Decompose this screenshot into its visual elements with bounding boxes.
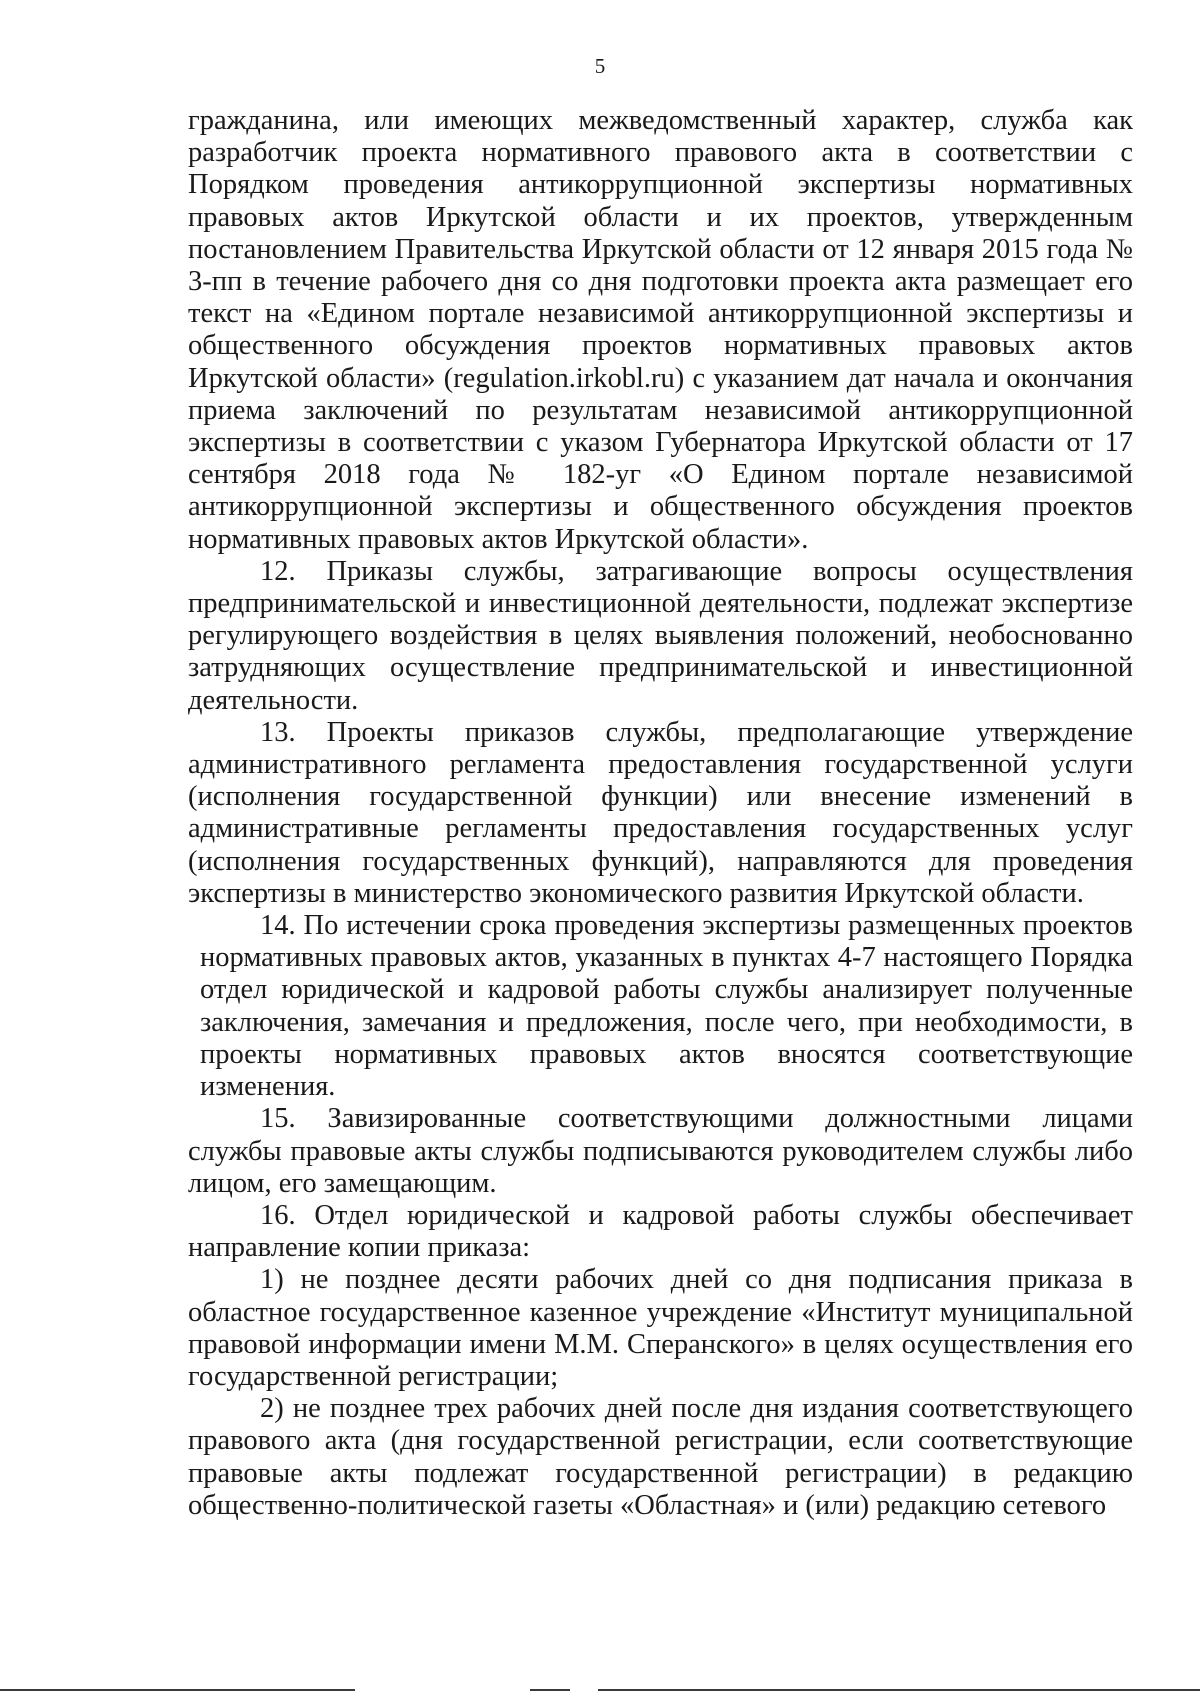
paragraph-14: 14. По истечении срока проведения экспертизы размещенных проектов нормативных правовых актов, указанных в пунктах 4-7 настоящего Порядка отдел юридической и кадровой работы службы анализирует полученные заключения, замечания и предложения, после чего, при необходимости, в проекты нормативных правовых актов вносятся соответствующие изменения. xyxy=(200,910,1133,1103)
paragraph-13: 13. Проекты приказов службы, предполагающие утверждение административного регламента предоставления государственной услуги (исполнения государственной функции) или внесение изменений в административные регламенты предоставления государственных услуг (исполнения государственных функций), направляются для проведения экспертизы в министерство экономического развития Иркутской области. xyxy=(188,716,1133,909)
paragraph-16: 16. Отдел юридической и кадровой работы службы обеспечивает направление копии приказа: xyxy=(188,1199,1133,1264)
subitem-1: 1) не позднее десяти рабочих дней со дня подписания приказа в областное государственное казенное учреждение «Институт муниципальной правовой информации имени М.М. Сперанского» в целях осуществления его государственной регистрации; xyxy=(188,1264,1133,1392)
paragraph-15: 15. Завизированные соответствующими должностными лицами службы правовые акты службы подписываются руководителем службы либо лицом, его замещающим. xyxy=(188,1103,1133,1199)
bottom-edge-line xyxy=(598,1689,1200,1691)
bottom-edge-line xyxy=(530,1689,570,1691)
paragraph-12: 12. Приказы службы, затрагивающие вопросы осуществления предпринимательской и инвестиционной деятельности, подлежат экспертизе регулирующего воздействия в целях выявления положений, необоснованно затрудняющих осуществление предпринимательской и инвестиционной деятельности. xyxy=(188,555,1133,716)
bottom-edge-line xyxy=(0,1689,355,1691)
page-number: 5 xyxy=(594,54,606,78)
subitem-2: 2) не позднее трех рабочих дней после дня издания соответствующего правового акта (дня государственной регистрации, если соответствующие правовые акты подлежат государственной регистрации) в редакцию общественно-политической газеты «Областная» и (или) редакцию сетевого xyxy=(188,1393,1133,1521)
document-body xyxy=(188,105,1133,1522)
paragraph-continuation: гражданина, или имеющих межведомственный характер, служба как разработчик проекта нормативного правового акта в соответствии с Порядком проведения антикоррупционной экспертизы нормативных правовых актов Иркутской области и их проектов, утвержденным постановлением Правительства Иркутской области от 12 января 2015 года № 3-пп в течение рабочего дня со дня подготовки проекта акта размещает его текст на «Едином портале независимой антикоррупционной экспертизы и общественного обсуждения проектов нормативных правовых актов Иркутской области» (regulation.irkobl.ru) с указанием дат начала и окончания приема заключений по результатам независимой антикоррупционной экспертизы в соответствии с указом Губернатора Иркутской области от 17 сентября 2018 года № 182-уг «О Едином портале независимой антикоррупционной экспертизы и общественного обсуждения проектов нормативных правовых актов Иркутской области». xyxy=(188,105,1133,555)
